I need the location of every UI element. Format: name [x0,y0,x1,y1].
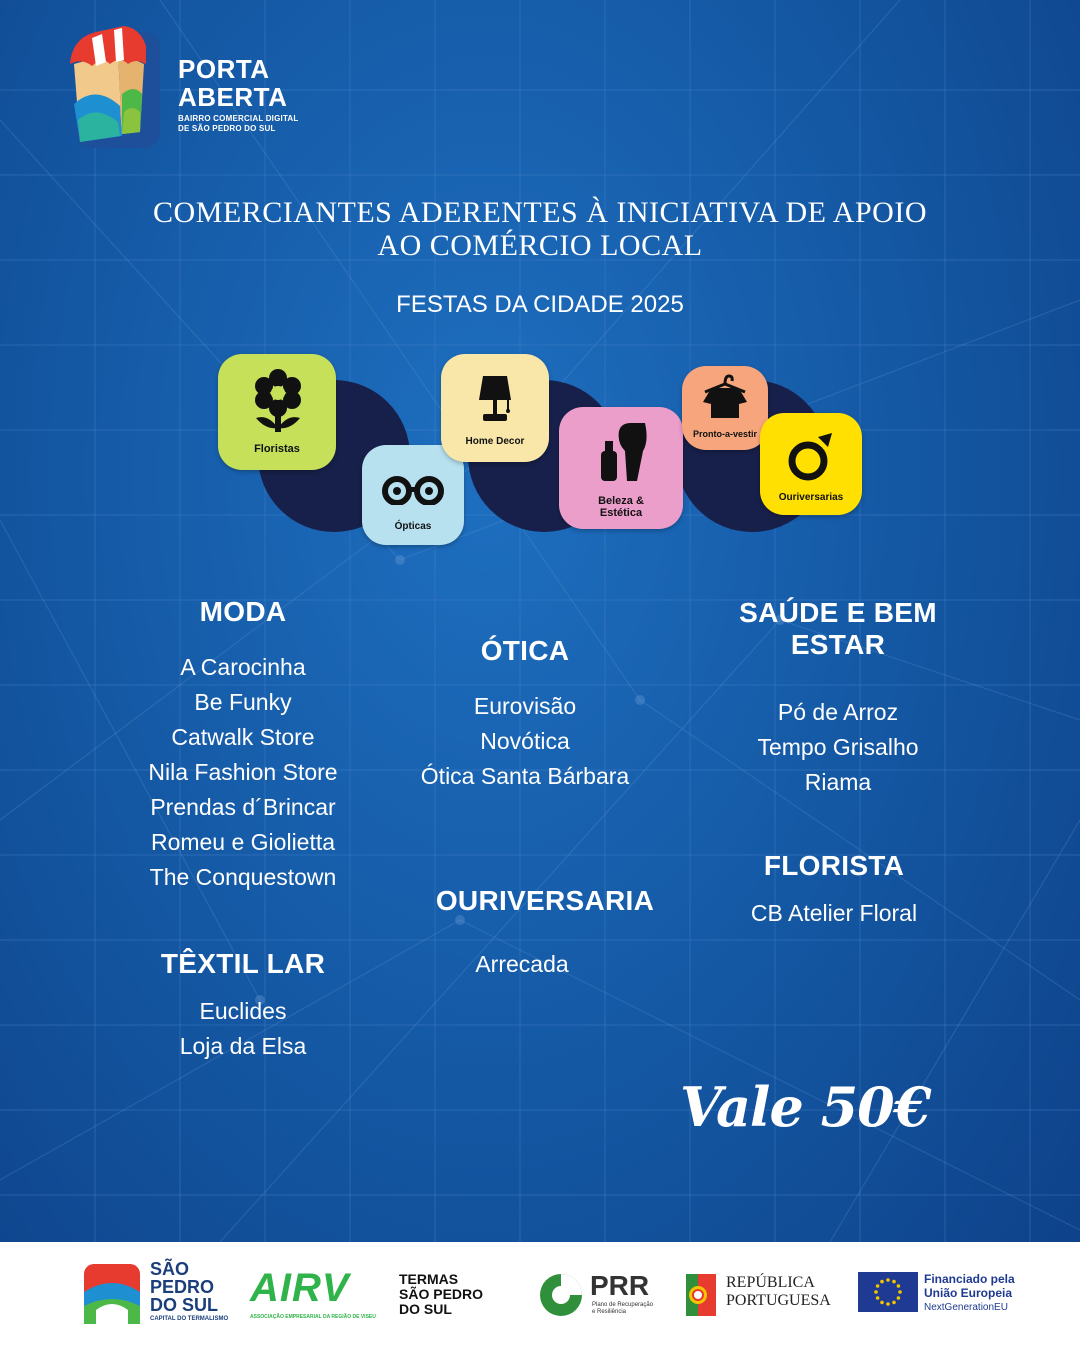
merchant-item: Novótica [480,728,570,754]
category-ouriversarias [760,413,862,515]
merchant-item: Prendas d´Brincar [150,794,336,820]
termas-line2: SÃO PEDRO [399,1286,484,1302]
merchant-item: Riama [804,769,872,795]
republica-line2: PORTUGUESA [726,1292,831,1309]
category-opticas [362,445,464,545]
voucher-value: Vale 50€ [680,1075,931,1139]
category-label: Ópticas [394,521,432,532]
prr-sub2: e Resiliência [592,1309,627,1315]
section-florista [688,850,980,931]
brand-name-line1: PORTA [178,54,270,84]
category-label: Ouriversarias [778,492,844,503]
merchant-item: A Carocinha [180,654,306,680]
section-heading: MODA [199,596,287,627]
category-beleza-estetica [559,407,683,529]
section-heading: SAÚDE E BEM ESTAR [739,597,937,660]
airv-logo: AIRV [250,1266,350,1310]
page-title [60,196,1020,262]
lamp-icon [477,374,513,426]
section-saude-bem-estar [688,597,988,800]
section-ourivesaria [405,885,685,982]
termas-line1: TERMAS [399,1271,459,1287]
category-label-line2: Estética [599,507,643,519]
category-label: Pronto-a-vestir [692,429,757,439]
category-home-decor [441,354,549,462]
brand-name-line2: ABERTA [178,82,288,112]
porta-aberta-logo-icon [66,24,162,150]
category-label: Home Decor [465,436,525,447]
eu-flag-icon [858,1272,918,1312]
flower-icon [252,368,304,434]
merchant-item: The Conquestown [149,864,337,890]
merchant-item: Be Funky [194,689,292,715]
merchant-item: Catwalk Store [171,724,315,750]
eu-line2: União Europeia [924,1286,1013,1300]
sponsor-footer [0,1242,1080,1350]
section-moda [108,596,378,895]
section-heading: TÊXTIL LAR [160,948,326,979]
merchant-item: Romeu e Giolietta [150,829,336,855]
section-otica [385,635,665,794]
merchant-item: Eurovisão [473,693,577,719]
section-heading: OURIVERSARIA [435,885,655,916]
prr-sub1: Plano de Recuperação [592,1302,654,1308]
section-heading: FLORISTA [763,850,905,881]
airv-tag: ASSOCIAÇÃO EMPRESARIAL DA REGIÃO DE VISEU [250,1314,376,1320]
brand-tagline-line2: DE SÃO PEDRO DO SUL [178,124,276,133]
merchant-item: Arrecada [475,951,569,977]
sps-line1: SÃO [150,1259,190,1279]
sps-line2: PEDRO [150,1277,215,1297]
merchant-item: Tempo Grisalho [757,734,919,760]
cosmetics-icon [597,421,649,483]
prr-logo-icon [538,1272,584,1318]
ring-icon [786,429,838,485]
prr-title: PRR [590,1270,650,1301]
merchant-item: Pó de Arroz [777,699,899,725]
glasses-icon [381,475,445,505]
title-line1: COMERCIANTES ADERENTES À INICIATIVA DE APOIO [153,196,927,229]
portuguese-flag-icon [684,1272,718,1318]
section-heading: ÓTICA [480,635,570,666]
merchant-item: Nila Fashion Store [148,759,338,785]
sps-line3: DO SUL [150,1295,219,1315]
section-textil-lar [108,948,378,1064]
title-line2: AO COMÉRCIO LOCAL [377,229,703,262]
category-label: Floristas [254,443,300,455]
merchant-item: Loja da Elsa [179,1033,307,1059]
merchant-item: CB Atelier Floral [750,900,918,926]
sao-pedro-do-sul-logo-icon [82,1262,142,1326]
merchant-item: Ótica Santa Bárbara [420,763,630,789]
category-label: Beleza & [598,495,644,507]
event-subtitle: FESTAS DA CIDADE 2025 [396,291,684,318]
merchant-item: Euclides [199,998,287,1024]
category-pronto-a-vestir [682,366,768,450]
brand-tagline-line1: BAIRRO COMERCIAL DIGITAL [178,114,299,123]
termas-line3: DO SUL [399,1301,452,1317]
sps-tag: CAPITAL DO TERMALISMO [150,1316,229,1322]
category-floristas [218,354,336,470]
eu-line1: Financiado pela [924,1272,1015,1286]
shirt-hanger-icon [701,372,749,422]
republica-line1: REPÚBLICA [726,1274,815,1291]
eu-line3: NextGenerationEU [924,1302,1008,1313]
